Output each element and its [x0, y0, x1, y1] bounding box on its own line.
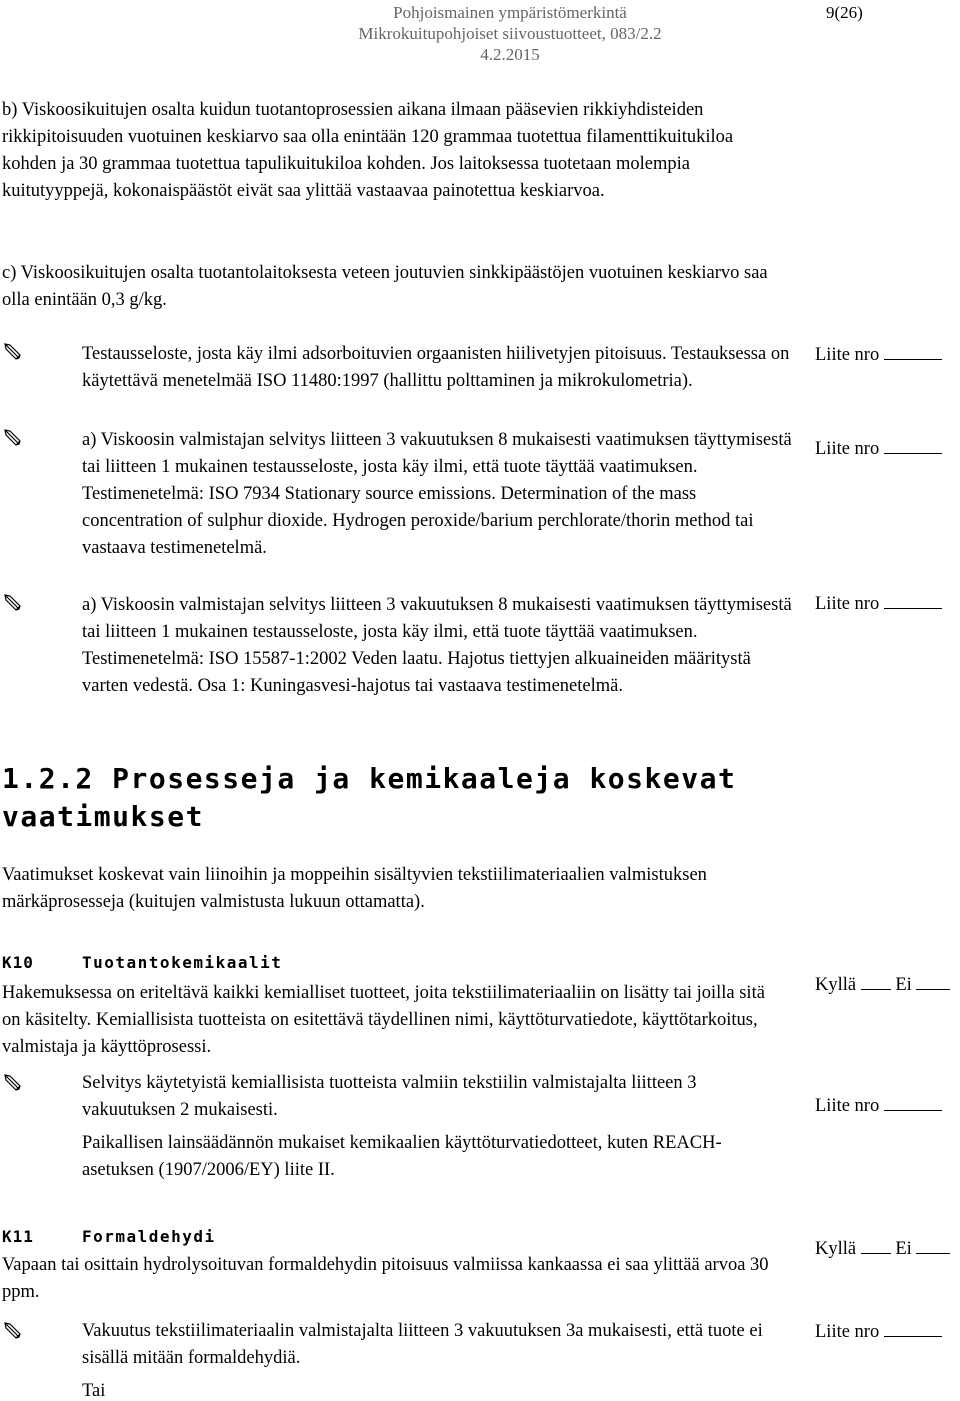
liite-field-1[interactable]: [815, 341, 942, 369]
liite-field-k10[interactable]: [815, 1092, 942, 1120]
check-text-2: a) Viskoosin valmistajan selvitys liitteen 3 vakuutuksen 8 mukaisesti vaatimuksen täyttymisestä tai liitteen 1 mukainen testausseloste, josta käy ilmi, että tuote täyttää vaatimuksen. Testimenetelmä: ISO 7934 Stationary source emissions. Determination of the mass concentration of sulphur dioxide. Hydrogen peroxide/barium perchlorate/thorin method tai vastaava testimenetelmä.: [82, 430, 792, 558]
liite-label: Liite nro: [815, 594, 880, 614]
yes-label: Kyllä: [815, 1239, 857, 1259]
liite-blank[interactable]: [884, 341, 942, 360]
paragraph-c: c) Viskoosikuitujen osalta tuotantolaitoksesta veteen joutuvien sinkkipäästöjen vuotuinen keskiarvo saa olla enintään 0,3 g/kg.: [2, 263, 768, 310]
header-date: 4.2.2015: [480, 45, 540, 64]
no-blank[interactable]: [916, 1235, 950, 1254]
liite-label: Liite nro: [815, 1322, 880, 1342]
check-text-k10: Selvitys käytetyistä kemiallisista tuotteista valmiin tekstiilin valmistajalta liitteen 3 vakuutuksen 2 mukaisesti.: [82, 1073, 697, 1120]
section-intro: Vaatimukset koskevat vain liinoihin ja moppeihin sisältyvien tekstiilimateriaalien valmistuksen märkäprosesseja (kuitujen valmistusta lukuun ottamatta).: [2, 865, 707, 912]
no-label: Ei: [895, 975, 912, 995]
check-text-k11: Vakuutus tekstiilimateriaalin valmistajalta liitteen 3 vakuutuksen 3a mukaisesti, että tuote ei sisällä mitään formaldehydiä.: [82, 1321, 763, 1368]
header-doc-title: Mikrokuitupohjoiset siivoustuotteet, 083/2.2: [358, 24, 662, 43]
liite-blank[interactable]: [884, 590, 942, 609]
pencil-check-icon: [2, 341, 24, 363]
requirement-title-k11: Formaldehydi: [82, 1227, 216, 1246]
pencil-check-icon: [2, 592, 24, 614]
liite-field-k11[interactable]: [815, 1318, 942, 1346]
requirement-code-k10: K10: [2, 953, 34, 972]
no-label: Ei: [895, 1239, 912, 1259]
pencil-check-icon: [2, 1072, 24, 1094]
yes-no-field-k11[interactable]: [815, 1235, 950, 1263]
note-text-k10: Paikallisen lainsäädännön mukaiset kemikaalien käyttöturvatiedotteet, kuten REACH-asetuksen (1907/2006/EY) liite II.: [82, 1133, 722, 1180]
yes-blank[interactable]: [861, 1235, 891, 1254]
no-blank[interactable]: [916, 971, 950, 990]
header-org: Pohjoismainen ympäristömerkintä: [393, 3, 627, 22]
section-heading: 1.2.2 Prosesseja ja kemikaaleja koskevat vaatimukset: [2, 762, 737, 833]
page-number: 9(26): [826, 3, 863, 22]
requirement-text-k10: Hakemuksessa on eriteltävä kaikki kemialliset tuotteet, joita tekstiilimateriaaliin on lisätty tai joilla sitä on käsitelty. Kemiallisista tuotteista on esitettävä täydellinen nimi, käyttöturvatiedote, käyttötarkoitus, valmistaja ja käyttöprosessi.: [2, 983, 765, 1057]
pencil-check-icon: [2, 1320, 24, 1342]
yes-blank[interactable]: [861, 971, 891, 990]
yes-no-field-k10[interactable]: [815, 971, 950, 999]
liite-field-3[interactable]: [815, 590, 942, 618]
requirement-title-k10: Tuotantokemikaalit: [82, 953, 283, 972]
liite-blank[interactable]: [884, 1318, 942, 1337]
check-text-3: a) Viskoosin valmistajan selvitys liitteen 3 vakuutuksen 8 mukaisesti vaatimuksen täyttymisestä tai liitteen 1 mukainen testausseloste, josta käy ilmi, että tuote täyttää vaatimuksen. Testimenetelmä: ISO 15587-1:2002 Veden laatu. Hajotus tiettyjen alkuaineiden määritystä varten vedestä. Osa 1: Kuningasvesi-hajotus tai vastaava testimenetelmä.: [82, 595, 792, 696]
liite-blank[interactable]: [884, 1092, 942, 1111]
paragraph-b: b) Viskoosikuitujen osalta kuidun tuotantoprosessien aikana ilmaan pääsevien rikkiyhdisteiden rikkipitoisuuden vuotuinen keskiarvo saa olla enintään 120 grammaa tuotettua filamenttikuitukiloa kohden ja 30 grammaa tuotettua tapulikuitukiloa kohden. Jos laitoksessa tuotetaan molempia kuitutyyppejä, kokonaispäästöt eivät saa ylittää vastaavaa painotettua keskiarvoa.: [2, 100, 734, 201]
yes-label: Kyllä: [815, 975, 857, 995]
pencil-check-icon: [2, 427, 24, 449]
liite-blank[interactable]: [884, 435, 942, 454]
requirement-code-k11: K11: [2, 1227, 34, 1246]
tail-text-k11: Tai: [82, 1381, 106, 1401]
requirement-text-k11: Vapaan tai osittain hydrolysoituvan formaldehydin pitoisuus valmiissa kankaassa ei saa ylittää arvoa 30 ppm.: [2, 1255, 769, 1302]
liite-label: Liite nro: [815, 439, 880, 459]
check-text-1: Testausseloste, josta käy ilmi adsorboituvien orgaanisten hiilivetyjen pitoisuus. Testauksessa on käytettävä menetelmää ISO 11480:1997 (hallittu polttaminen ja mikrokulometria).: [82, 344, 790, 391]
liite-field-2[interactable]: [815, 435, 942, 463]
liite-label: Liite nro: [815, 1096, 880, 1116]
liite-label: Liite nro: [815, 345, 880, 365]
document-header: [300, 2, 720, 65]
